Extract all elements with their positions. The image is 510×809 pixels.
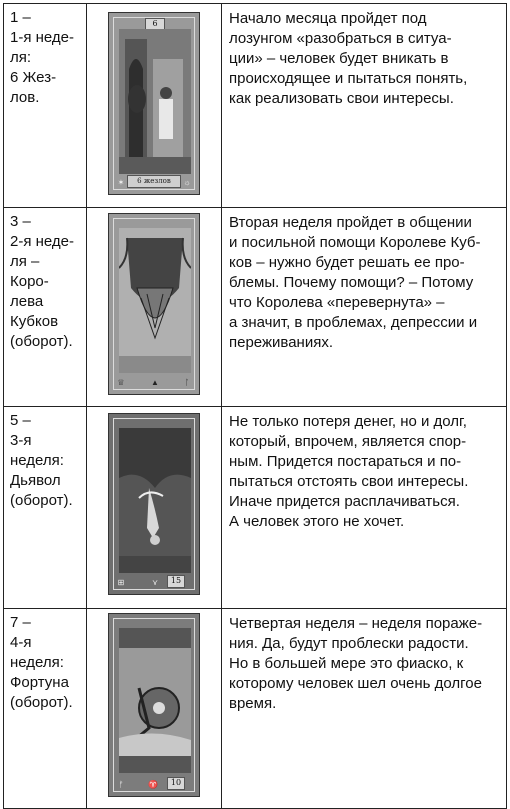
interpretation-cell xyxy=(222,4,507,208)
week-label-line: 3-я xyxy=(10,432,32,449)
week-label-cell xyxy=(4,407,87,609)
interpretation-cell xyxy=(222,407,507,609)
week-label-line: 4-я xyxy=(10,634,32,651)
card-number: 6 xyxy=(145,18,165,30)
week-label-line: Дьявол xyxy=(10,472,61,489)
interpretation-line: которому человек шел очень долгое xyxy=(229,675,482,692)
week-label-line: Кубков xyxy=(10,313,59,330)
week-label-line: 6 Жез- xyxy=(10,69,57,86)
week-label-cell xyxy=(4,4,87,208)
interpretation-line: Иначе придется расплачиваться. xyxy=(229,493,460,510)
table-row xyxy=(4,4,507,208)
grid-icon: ⊞ xyxy=(117,578,125,587)
interpretation-line: который, впрочем, является спор- xyxy=(229,433,467,450)
card-number: 15 xyxy=(167,575,185,588)
card-image-cell xyxy=(87,609,222,809)
interpretation-line: пытаться отстоять свои интересы. xyxy=(229,473,469,490)
tarot-card-devil-reversed xyxy=(108,413,200,595)
week-label-line: лева xyxy=(10,293,44,310)
week-label-line: 1 – xyxy=(10,9,31,26)
tarot-month-table xyxy=(3,3,507,809)
cup-icon: ♕ xyxy=(117,378,125,387)
table-row xyxy=(4,407,507,609)
interpretation-line: переживаниях. xyxy=(229,334,333,351)
week-label-line: ля – xyxy=(10,253,40,270)
interpretation-line: ции» – человек будет вникать в xyxy=(229,50,449,67)
week-label-line: лов. xyxy=(10,89,40,106)
week-label-cell xyxy=(4,208,87,407)
interpretation-line: лозунгом «разобраться в ситуа- xyxy=(229,30,452,47)
card-title: 6 жезлов xyxy=(127,175,181,188)
card-image-cell xyxy=(87,407,222,609)
tarot-card-wheel-of-fortune-reversed xyxy=(108,613,200,797)
week-label-line: неделя: xyxy=(10,654,64,671)
chevron-icon: ⋎ xyxy=(152,578,158,587)
interpretation-line: А человек этого не хочет. xyxy=(229,513,405,530)
tarot-card-queen-of-cups-reversed xyxy=(108,213,200,395)
rune-icon: ᚠ xyxy=(118,780,124,789)
triangle-icon: ▲ xyxy=(151,378,159,387)
card-illustration xyxy=(119,628,191,773)
interpretation-cell xyxy=(222,208,507,407)
table-row xyxy=(4,609,507,809)
horns-icon: ♈ xyxy=(148,780,158,789)
week-label-line: 3 – xyxy=(10,213,31,230)
interpretation-cell xyxy=(222,609,507,809)
rune-icon: ᛚ xyxy=(184,378,190,387)
interpretation-line: происходящее и пытаться понять, xyxy=(229,70,468,87)
week-label-line: 5 – xyxy=(10,412,31,429)
interpretation-line: ков – нужно будет решать ее про- xyxy=(229,254,465,271)
interpretation-line: что Королева «перевернута» – xyxy=(229,294,445,311)
week-label-line: (оборот). xyxy=(10,492,73,509)
tarot-card-six-of-wands xyxy=(108,12,200,195)
card-number: 10 xyxy=(167,777,185,790)
card-image-cell xyxy=(87,208,222,407)
interpretation-line: Четвертая неделя – неделя пораже- xyxy=(229,615,483,632)
interpretation-line: Не только потеря денег, но и долг, xyxy=(229,413,467,430)
interpretation-line: Но в большей мере это фиаско, к xyxy=(229,655,464,672)
week-label-line: ля: xyxy=(10,49,32,66)
interpretation-line: блемы. Почему помощи? – Потому xyxy=(229,274,474,291)
week-label-line: неделя: xyxy=(10,452,64,469)
week-label-line: 2-я неде- xyxy=(10,233,75,250)
interpretation-line: и посильной помощи Королеве Куб- xyxy=(229,234,481,251)
interpretation-line: время. xyxy=(229,695,277,712)
week-label-line: (оборот). xyxy=(10,333,73,350)
interpretation-line: как реализовать свои интересы. xyxy=(229,90,454,107)
sun-icon: ☼ xyxy=(183,178,191,187)
week-label-line: Коро- xyxy=(10,273,49,290)
card-illustration xyxy=(119,428,191,573)
week-label-cell xyxy=(4,609,87,809)
interpretation-line: Вторая неделя пройдет в общении xyxy=(229,214,472,231)
table-row xyxy=(4,208,507,407)
star-icon: ✶ xyxy=(117,178,125,187)
interpretation-line: а значит, в проблемах, депрессии и xyxy=(229,314,478,331)
interpretation-line: ным. Придется постараться и по- xyxy=(229,453,462,470)
card-image-cell xyxy=(87,4,222,208)
week-label-line: (оборот). xyxy=(10,694,73,711)
week-label-line: 7 – xyxy=(10,614,31,631)
interpretation-line: Начало месяца пройдет под xyxy=(229,10,427,27)
week-label-line: Фортуна xyxy=(10,674,69,691)
card-illustration xyxy=(119,228,191,373)
interpretation-line: ния. Да, будут проблески радости. xyxy=(229,635,469,652)
card-illustration xyxy=(119,29,191,174)
week-label-line: 1-я неде- xyxy=(10,29,75,46)
